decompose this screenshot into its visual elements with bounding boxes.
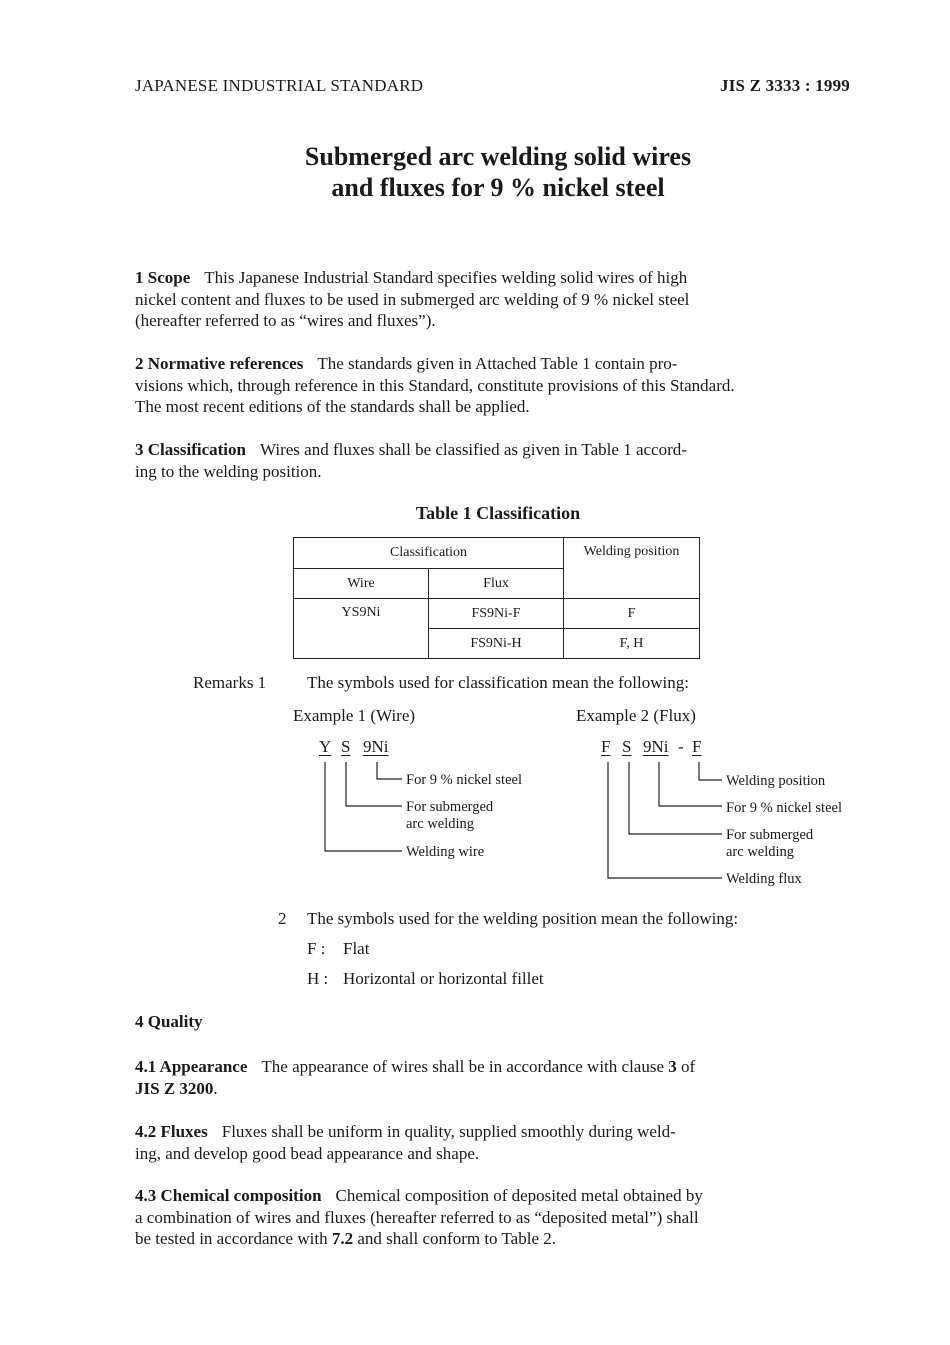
appearance-text-1: The appearance of wires shall be in accordance with clause <box>261 1057 664 1076</box>
ex1-leader-s <box>346 762 402 806</box>
scope-text-2: nickel content and fluxes to be used in submerged arc welding of 9 % nickel steel <box>135 289 690 309</box>
fluxes-heading: 4.2 Fluxes <box>135 1122 208 1141</box>
scope-heading: 1 Scope <box>135 268 191 287</box>
chemical-text-2: a combination of wires and fluxes (hereafter referred to as “deposited metal”) shall <box>135 1207 699 1227</box>
normative-text-1: The standards given in Attached Table 1 contain pro- <box>317 354 678 373</box>
chemical-heading: 4.3 Chemical composition <box>135 1186 322 1205</box>
ex2-symbol-9ni: 9Ni <box>643 737 669 756</box>
ex2-symbol-f: F <box>601 737 611 756</box>
title-line-2: and fluxes for 9 % nickel steel <box>331 173 665 202</box>
ex2-leader-position <box>699 762 722 780</box>
normative-heading: 2 Normative references <box>135 354 304 373</box>
ex1-desc-nickel: For 9 % nickel steel <box>406 772 522 788</box>
ex1-leader-9ni <box>377 762 402 779</box>
appearance-clause-ref: 3 <box>668 1057 677 1076</box>
fluxes-text-2: ing, and develop good bead appearance and shape. <box>135 1143 480 1163</box>
cell-position-f: F <box>564 599 700 629</box>
section-fluxes <box>135 1121 857 1164</box>
ex2-desc-flux: Welding flux <box>726 871 802 887</box>
appearance-text-3: . <box>213 1078 218 1098</box>
standard-number: JIS Z 3333 : 1999 <box>720 76 850 95</box>
ex1-symbol-s: S <box>341 737 351 756</box>
example-1-title: Example 1 (Wire) <box>293 706 416 725</box>
header-classification: Classification <box>294 538 564 569</box>
header-welding-position: Welding position <box>564 538 700 599</box>
scope-text-1: This Japanese Industrial Standard specifies welding solid wires of high <box>204 268 688 287</box>
header-flux: Flux <box>429 569 564 599</box>
ex1-desc-wire: Welding wire <box>406 844 485 860</box>
chemical-text-3b: and shall conform to Table 2. <box>357 1229 556 1248</box>
chemical-clause-ref: 7.2 <box>331 1229 354 1248</box>
ex2-desc-submerged-1: For submerged <box>726 827 814 843</box>
position-desc-f: Flat <box>343 939 370 958</box>
remarks-intro-2: The symbols used for the welding position mean the following: <box>307 909 739 928</box>
classification-heading: 3 Classification <box>135 440 246 459</box>
ex2-desc-submerged-2: arc welding <box>726 844 795 860</box>
ex1-symbol-y: Y <box>319 737 332 756</box>
remarks-2-number: 2 <box>278 909 287 928</box>
normative-text-3: The most recent editions of the standards shall be applied. <box>135 397 530 416</box>
ex1-desc-submerged <box>406 799 493 833</box>
ex2-desc-position: Welding position <box>726 773 826 789</box>
classification-text-1: Wires and fluxes shall be classified as given in Table 1 accord- <box>259 440 687 459</box>
appearance-text-2: of <box>681 1057 696 1076</box>
appearance-standard-ref: JIS Z 3200 <box>135 1078 214 1098</box>
chemical-text-3a: be tested in accordance with <box>135 1229 328 1248</box>
remarks-intro-1: The symbols used for classification mean the following: <box>307 673 689 692</box>
ex2-desc-nickel: For 9 % nickel steel <box>726 800 842 816</box>
ex2-leader-s <box>629 762 722 834</box>
quality-heading: 4 Quality <box>135 1012 203 1031</box>
cell-position-fh: F, H <box>564 629 700 659</box>
remarks-label: Remarks 1 <box>193 673 267 692</box>
section-appearance <box>135 1056 857 1099</box>
classification-text-2: ing to the welding position. <box>135 461 322 481</box>
cell-flux-fs9ni-f: FS9Ni-F <box>429 599 564 629</box>
ex1-desc-submerged-2: arc welding <box>406 816 475 832</box>
ex2-symbol-position: F <box>692 737 702 756</box>
ex2-leader-9ni <box>659 762 722 806</box>
position-code-f: F : <box>307 939 326 958</box>
fluxes-text-1: Fluxes shall be uniform in quality, supplied smoothly during weld- <box>221 1122 676 1141</box>
section-chemical-composition <box>135 1185 857 1250</box>
table-1-caption: Table 1 Classification <box>415 503 581 523</box>
ex2-desc-submerged <box>726 827 813 861</box>
position-code-h: H : <box>307 969 329 988</box>
ex1-symbol-9ni: 9Ni <box>363 737 389 756</box>
standard-header-label: JAPANESE INDUSTRIAL STANDARD <box>135 76 424 95</box>
cell-wire-ys9ni: YS9Ni <box>294 599 429 659</box>
appearance-heading: 4.1 Appearance <box>135 1057 248 1076</box>
scope-text-3: (hereafter referred to as “wires and fluxes”). <box>135 311 436 330</box>
ex2-symbol-dash: - <box>678 737 684 756</box>
normative-text-2: visions which, through reference in this Standard, constitute provisions of this Standard. <box>135 375 735 395</box>
ex2-symbol-s: S <box>622 737 632 756</box>
cell-flux-fs9ni-h: FS9Ni-H <box>429 629 564 659</box>
header-wire: Wire <box>294 569 429 599</box>
chemical-text-1: Chemical composition of deposited metal obtained by <box>335 1186 703 1205</box>
example-2-title: Example 2 (Flux) <box>576 706 696 725</box>
position-desc-h: Horizontal or horizontal fillet <box>343 969 544 988</box>
title-line-1: Submerged arc welding solid wires <box>304 142 692 171</box>
ex1-desc-submerged-1: For submerged <box>406 799 494 815</box>
